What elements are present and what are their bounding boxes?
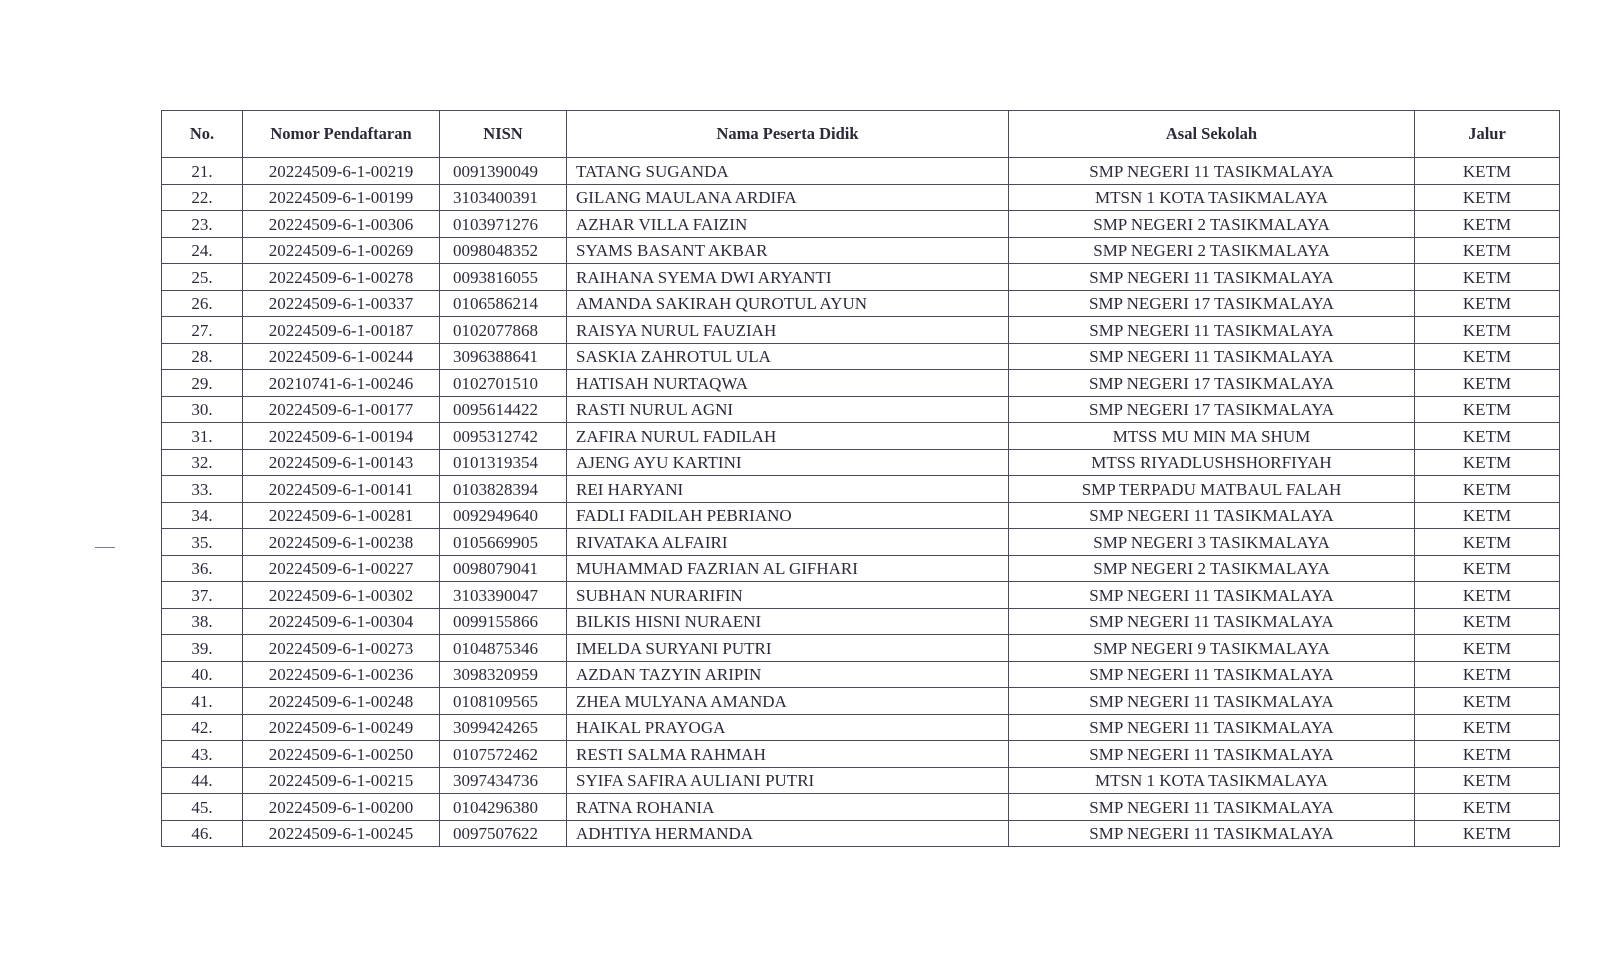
cell-student-name: TATANG SUGANDA — [567, 158, 1009, 185]
cell-registration-number: 20224509-6-1-00236 — [243, 661, 440, 688]
table-row — [162, 529, 1560, 556]
table-row — [162, 741, 1560, 768]
table-row — [162, 370, 1560, 397]
cell-no: 35. — [162, 529, 243, 556]
cell-path: KETM — [1415, 370, 1560, 397]
cell-registration-number: 20224509-6-1-00215 — [243, 767, 440, 794]
cell-registration-number: 20224509-6-1-00227 — [243, 555, 440, 582]
cell-nisn: 0095312742 — [440, 423, 567, 450]
cell-path: KETM — [1415, 661, 1560, 688]
cell-path: KETM — [1415, 555, 1560, 582]
table-row — [162, 661, 1560, 688]
cell-origin-school: MTSS MU MIN MA SHUM — [1009, 423, 1415, 450]
cell-student-name: RATNA ROHANIA — [567, 794, 1009, 821]
cell-path: KETM — [1415, 237, 1560, 264]
cell-nisn: 0102077868 — [440, 317, 567, 344]
table-row — [162, 449, 1560, 476]
cell-no: 42. — [162, 714, 243, 741]
cell-path: KETM — [1415, 582, 1560, 609]
cell-nisn: 0092949640 — [440, 502, 567, 529]
cell-path: KETM — [1415, 343, 1560, 370]
cell-registration-number: 20224509-6-1-00302 — [243, 582, 440, 609]
cell-origin-school: MTSS RIYADLUSHSHORFIYAH — [1009, 449, 1415, 476]
cell-no: 26. — [162, 290, 243, 317]
cell-path: KETM — [1415, 211, 1560, 238]
cell-student-name: AMANDA SAKIRAH QUROTUL AYUN — [567, 290, 1009, 317]
cell-registration-number: 20224509-6-1-00281 — [243, 502, 440, 529]
cell-nisn: 0097507622 — [440, 820, 567, 847]
cell-nisn: 0091390049 — [440, 158, 567, 185]
cell-student-name: FADLI FADILAH PEBRIANO — [567, 502, 1009, 529]
table-row — [162, 423, 1560, 450]
cell-nisn: 0098048352 — [440, 237, 567, 264]
table-row — [162, 502, 1560, 529]
table-row — [162, 343, 1560, 370]
cell-no: 30. — [162, 396, 243, 423]
cell-origin-school: SMP NEGERI 11 TASIKMALAYA — [1009, 502, 1415, 529]
cell-nisn: 0102701510 — [440, 370, 567, 397]
cell-origin-school: SMP NEGERI 11 TASIKMALAYA — [1009, 820, 1415, 847]
table-row — [162, 688, 1560, 715]
cell-no: 23. — [162, 211, 243, 238]
cell-path: KETM — [1415, 608, 1560, 635]
cell-origin-school: SMP NEGERI 11 TASIKMALAYA — [1009, 343, 1415, 370]
cell-registration-number: 20224509-6-1-00194 — [243, 423, 440, 450]
cell-origin-school: SMP TERPADU MATBAUL FALAH — [1009, 476, 1415, 503]
cell-origin-school: SMP NEGERI 11 TASIKMALAYA — [1009, 688, 1415, 715]
cell-student-name: AJENG AYU KARTINI — [567, 449, 1009, 476]
cell-nisn: 0099155866 — [440, 608, 567, 635]
cell-no: 39. — [162, 635, 243, 662]
cell-nisn: 0106586214 — [440, 290, 567, 317]
cell-registration-number: 20224509-6-1-00304 — [243, 608, 440, 635]
cell-nisn: 0101319354 — [440, 449, 567, 476]
cell-no: 28. — [162, 343, 243, 370]
header-no: No. — [162, 111, 243, 158]
cell-origin-school: SMP NEGERI 2 TASIKMALAYA — [1009, 555, 1415, 582]
cell-nisn: 3103390047 — [440, 582, 567, 609]
cell-origin-school: SMP NEGERI 2 TASIKMALAYA — [1009, 211, 1415, 238]
cell-registration-number: 20224509-6-1-00244 — [243, 343, 440, 370]
cell-nisn: 0103971276 — [440, 211, 567, 238]
cell-origin-school: MTSN 1 KOTA TASIKMALAYA — [1009, 184, 1415, 211]
cell-student-name: AZHAR VILLA FAIZIN — [567, 211, 1009, 238]
cell-no: 25. — [162, 264, 243, 291]
cell-no: 33. — [162, 476, 243, 503]
cell-no: 24. — [162, 237, 243, 264]
cell-origin-school: SMP NEGERI 11 TASIKMALAYA — [1009, 264, 1415, 291]
cell-path: KETM — [1415, 688, 1560, 715]
cell-no: 34. — [162, 502, 243, 529]
cell-origin-school: MTSN 1 KOTA TASIKMALAYA — [1009, 767, 1415, 794]
table-row — [162, 264, 1560, 291]
cell-origin-school: SMP NEGERI 3 TASIKMALAYA — [1009, 529, 1415, 556]
cell-no: 21. — [162, 158, 243, 185]
cell-nisn: 0105669905 — [440, 529, 567, 556]
cell-path: KETM — [1415, 767, 1560, 794]
cell-nisn: 0095614422 — [440, 396, 567, 423]
cell-registration-number: 20224509-6-1-00337 — [243, 290, 440, 317]
header-nisn: NISN — [440, 111, 567, 158]
cell-no: 31. — [162, 423, 243, 450]
cell-student-name: AZDAN TAZYIN ARIPIN — [567, 661, 1009, 688]
cell-registration-number: 20224509-6-1-00141 — [243, 476, 440, 503]
cell-origin-school: SMP NEGERI 11 TASIKMALAYA — [1009, 714, 1415, 741]
cell-path: KETM — [1415, 476, 1560, 503]
cell-no: 27. — [162, 317, 243, 344]
table-row — [162, 184, 1560, 211]
cell-path: KETM — [1415, 449, 1560, 476]
cell-nisn: 0107572462 — [440, 741, 567, 768]
cell-nisn: 3099424265 — [440, 714, 567, 741]
cell-registration-number: 20224509-6-1-00250 — [243, 741, 440, 768]
table-body — [162, 158, 1560, 847]
header-path: Jalur — [1415, 111, 1560, 158]
cell-nisn: 0104875346 — [440, 635, 567, 662]
cell-student-name: SASKIA ZAHROTUL ULA — [567, 343, 1009, 370]
header-origin-school: Asal Sekolah — [1009, 111, 1415, 158]
cell-nisn: 3103400391 — [440, 184, 567, 211]
cell-registration-number: 20224509-6-1-00187 — [243, 317, 440, 344]
table-row — [162, 290, 1560, 317]
cell-origin-school: SMP NEGERI 11 TASIKMALAYA — [1009, 608, 1415, 635]
table-row — [162, 608, 1560, 635]
cell-origin-school: SMP NEGERI 11 TASIKMALAYA — [1009, 661, 1415, 688]
cell-nisn: 0104296380 — [440, 794, 567, 821]
cell-no: 32. — [162, 449, 243, 476]
cell-origin-school: SMP NEGERI 11 TASIKMALAYA — [1009, 158, 1415, 185]
cell-registration-number: 20224509-6-1-00306 — [243, 211, 440, 238]
cell-student-name: HAIKAL PRAYOGA — [567, 714, 1009, 741]
cell-path: KETM — [1415, 158, 1560, 185]
cell-registration-number: 20210741-6-1-00246 — [243, 370, 440, 397]
cell-origin-school: SMP NEGERI 17 TASIKMALAYA — [1009, 370, 1415, 397]
table-row — [162, 635, 1560, 662]
cell-student-name: RASTI NURUL AGNI — [567, 396, 1009, 423]
cell-no: 44. — [162, 767, 243, 794]
table-row — [162, 820, 1560, 847]
cell-origin-school: SMP NEGERI 11 TASIKMALAYA — [1009, 582, 1415, 609]
cell-origin-school: SMP NEGERI 11 TASIKMALAYA — [1009, 741, 1415, 768]
student-roster-table — [161, 110, 1560, 847]
cell-student-name: GILANG MAULANA ARDIFA — [567, 184, 1009, 211]
cell-nisn: 3096388641 — [440, 343, 567, 370]
cell-student-name: HATISAH NURTAQWA — [567, 370, 1009, 397]
cell-registration-number: 20224509-6-1-00245 — [243, 820, 440, 847]
table-row — [162, 582, 1560, 609]
cell-student-name: SYIFA SAFIRA AULIANI PUTRI — [567, 767, 1009, 794]
cell-no: 40. — [162, 661, 243, 688]
margin-mark — [95, 547, 115, 548]
cell-registration-number: 20224509-6-1-00143 — [243, 449, 440, 476]
cell-registration-number: 20224509-6-1-00199 — [243, 184, 440, 211]
cell-origin-school: SMP NEGERI 17 TASIKMALAYA — [1009, 290, 1415, 317]
cell-registration-number: 20224509-6-1-00200 — [243, 794, 440, 821]
cell-path: KETM — [1415, 635, 1560, 662]
table-row — [162, 476, 1560, 503]
cell-student-name: ZAFIRA NURUL FADILAH — [567, 423, 1009, 450]
cell-nisn: 0098079041 — [440, 555, 567, 582]
cell-student-name: MUHAMMAD FAZRIAN AL GIFHARI — [567, 555, 1009, 582]
cell-registration-number: 20224509-6-1-00249 — [243, 714, 440, 741]
table-row — [162, 767, 1560, 794]
cell-no: 22. — [162, 184, 243, 211]
cell-no: 37. — [162, 582, 243, 609]
header-student-name: Nama Peserta Didik — [567, 111, 1009, 158]
cell-registration-number: 20224509-6-1-00273 — [243, 635, 440, 662]
cell-student-name: RIVATAKA ALFAIRI — [567, 529, 1009, 556]
cell-no: 29. — [162, 370, 243, 397]
cell-path: KETM — [1415, 423, 1560, 450]
cell-student-name: IMELDA SURYANI PUTRI — [567, 635, 1009, 662]
cell-path: KETM — [1415, 184, 1560, 211]
cell-no: 43. — [162, 741, 243, 768]
cell-origin-school: SMP NEGERI 11 TASIKMALAYA — [1009, 794, 1415, 821]
cell-student-name: RAISYA NURUL FAUZIAH — [567, 317, 1009, 344]
cell-student-name: ZHEA MULYANA AMANDA — [567, 688, 1009, 715]
cell-no: 41. — [162, 688, 243, 715]
cell-nisn: 0108109565 — [440, 688, 567, 715]
header-registration-number: Nomor Pendaftaran — [243, 111, 440, 158]
table-row — [162, 237, 1560, 264]
cell-student-name: REI HARYANI — [567, 476, 1009, 503]
cell-registration-number: 20224509-6-1-00177 — [243, 396, 440, 423]
table-row — [162, 555, 1560, 582]
table-row — [162, 396, 1560, 423]
cell-nisn: 0093816055 — [440, 264, 567, 291]
cell-path: KETM — [1415, 794, 1560, 821]
cell-no: 46. — [162, 820, 243, 847]
cell-student-name: ADHTIYA HERMANDA — [567, 820, 1009, 847]
cell-student-name: RAIHANA SYEMA DWI ARYANTI — [567, 264, 1009, 291]
cell-origin-school: SMP NEGERI 2 TASIKMALAYA — [1009, 237, 1415, 264]
cell-path: KETM — [1415, 820, 1560, 847]
cell-registration-number: 20224509-6-1-00269 — [243, 237, 440, 264]
cell-registration-number: 20224509-6-1-00278 — [243, 264, 440, 291]
cell-registration-number: 20224509-6-1-00238 — [243, 529, 440, 556]
cell-no: 38. — [162, 608, 243, 635]
cell-path: KETM — [1415, 396, 1560, 423]
cell-path: KETM — [1415, 529, 1560, 556]
table-row — [162, 317, 1560, 344]
cell-path: KETM — [1415, 317, 1560, 344]
table-row — [162, 714, 1560, 741]
cell-origin-school: SMP NEGERI 11 TASIKMALAYA — [1009, 317, 1415, 344]
cell-student-name: BILKIS HISNI NURAENI — [567, 608, 1009, 635]
cell-no: 45. — [162, 794, 243, 821]
cell-student-name: SUBHAN NURARIFIN — [567, 582, 1009, 609]
table-row — [162, 158, 1560, 185]
cell-path: KETM — [1415, 714, 1560, 741]
cell-student-name: RESTI SALMA RAHMAH — [567, 741, 1009, 768]
cell-nisn: 3098320959 — [440, 661, 567, 688]
cell-registration-number: 20224509-6-1-00219 — [243, 158, 440, 185]
table-header-row — [162, 111, 1560, 158]
cell-registration-number: 20224509-6-1-00248 — [243, 688, 440, 715]
cell-path: KETM — [1415, 264, 1560, 291]
cell-origin-school: SMP NEGERI 17 TASIKMALAYA — [1009, 396, 1415, 423]
cell-path: KETM — [1415, 741, 1560, 768]
cell-origin-school: SMP NEGERI 9 TASIKMALAYA — [1009, 635, 1415, 662]
table-row — [162, 211, 1560, 238]
cell-path: KETM — [1415, 290, 1560, 317]
cell-nisn: 3097434736 — [440, 767, 567, 794]
cell-path: KETM — [1415, 502, 1560, 529]
table-row — [162, 794, 1560, 821]
cell-nisn: 0103828394 — [440, 476, 567, 503]
cell-no: 36. — [162, 555, 243, 582]
cell-student-name: SYAMS BASANT AKBAR — [567, 237, 1009, 264]
